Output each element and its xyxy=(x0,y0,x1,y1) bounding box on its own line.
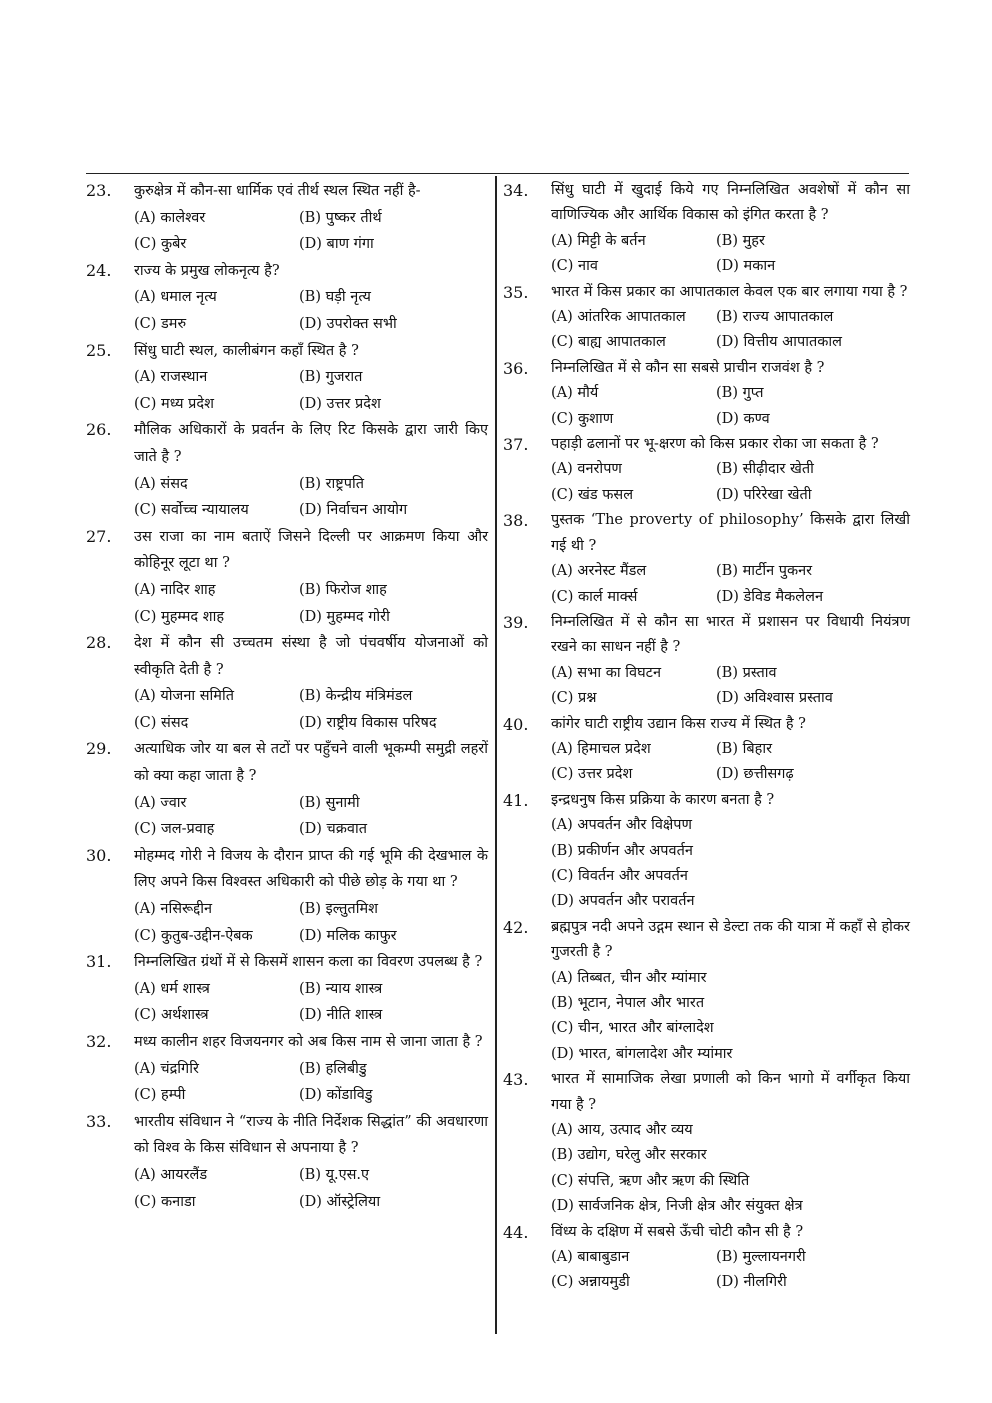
question-number: 41. xyxy=(503,790,529,810)
question-text: निम्नलिखित में से कौन सा सबसे प्राचीन राजवंश है ? xyxy=(551,359,825,376)
question-number: 23. xyxy=(86,181,112,200)
question-item xyxy=(86,258,488,338)
question-number: 36. xyxy=(503,358,529,378)
answer-option: (D) उपरोक्त सभी xyxy=(299,315,397,332)
answer-option: (A) धमाल नृत्य xyxy=(134,289,217,306)
answer-option: (D) डेविड मैकलेलन xyxy=(716,588,824,605)
answer-option: (D) छत्तीसगढ़ xyxy=(716,766,794,783)
answer-options xyxy=(551,813,910,915)
question-number: 39. xyxy=(503,612,529,632)
question-number: 24. xyxy=(86,260,112,280)
answer-option: (A) अरनेस्ट मैंडल xyxy=(551,563,647,580)
answer-option: (C) सर्वोच्च न्यायालय xyxy=(134,502,249,519)
question-text: मोहम्मद गोरी ने विजय के दौरान प्राप्त की गई भूमि की देखभाल के लिए अपने किस विश्वस्त अधिकारी को पीछे छोड़ के गया था ? xyxy=(134,847,488,891)
answer-option: (D) सार्वजनिक क्षेत्र, निजी क्षेत्र और संयुक्त क्षेत्र xyxy=(551,1198,803,1215)
question-number: 27. xyxy=(86,526,112,546)
answer-option: (D) नीलगिरी xyxy=(716,1274,787,1291)
answer-option: (D) वित्तीय आपातकाल xyxy=(716,334,842,351)
answer-option: (C) मुहम्मद शाह xyxy=(134,608,225,625)
answer-option: (B) न्याय शास्त्र xyxy=(299,980,383,997)
answer-option: (A) मौर्य xyxy=(551,385,599,402)
column-divider xyxy=(495,176,497,1334)
answer-option: (D) मकान xyxy=(716,258,776,275)
question-number: 44. xyxy=(503,1222,529,1242)
answer-option: (D) अविश्वास प्रस्ताव xyxy=(716,690,833,707)
answer-option: (B) घड़ी नृत्य xyxy=(299,289,371,306)
question-item xyxy=(503,432,910,508)
answer-option: (B) बिहार xyxy=(716,740,772,757)
answer-option: (A) हिमाचल प्रदेश xyxy=(551,740,651,757)
question-item xyxy=(503,178,910,280)
question-item xyxy=(503,915,910,1067)
answer-options xyxy=(551,1118,910,1220)
answer-options xyxy=(551,737,910,788)
answer-option: (C) कनाडा xyxy=(134,1193,196,1210)
answer-options xyxy=(551,381,910,432)
question-item xyxy=(503,1220,910,1296)
question-item xyxy=(503,712,910,788)
answer-option: (B) गुजरात xyxy=(299,369,363,386)
right-question-column xyxy=(503,178,910,1296)
answer-option: (C) मध्य प्रदेश xyxy=(134,395,214,412)
answer-option: (B) फिरोज शाह xyxy=(299,581,387,598)
question-item xyxy=(503,508,910,610)
answer-option: (B) यू.एस.ए xyxy=(299,1166,370,1183)
question-item xyxy=(503,788,910,915)
answer-option: (B) पुष्कर तीर्थ xyxy=(299,209,382,226)
question-number: 38. xyxy=(503,511,529,531)
answer-option: (B) सीढ़ीदार खेती xyxy=(716,461,814,478)
answer-option: (C) खंड फसल xyxy=(551,486,634,503)
left-question-column xyxy=(86,178,488,1215)
answer-option: (A) ज्वार xyxy=(134,794,187,811)
answer-option: (A) राजस्थान xyxy=(134,369,208,386)
answer-option: (B) मार्टीन पुकनर xyxy=(716,563,813,580)
answer-option: (C) कुबेर xyxy=(134,236,187,253)
answer-option: (D) उत्तर प्रदेश xyxy=(299,395,381,412)
answer-option: (C) उत्तर प्रदेश xyxy=(551,766,633,783)
answer-option: (B) मुहर xyxy=(716,232,765,249)
answer-options xyxy=(134,683,488,736)
question-text: कांगेर घाटी राष्ट्रीय उद्यान किस राज्य में स्थित है ? xyxy=(551,715,806,732)
answer-option: (C) नाव xyxy=(551,258,598,275)
answer-option: (D) कण्व xyxy=(716,410,770,427)
answer-option: (C) चीन, भारत और बांग्लादेश xyxy=(551,1020,714,1037)
top-horizontal-rule xyxy=(86,173,909,174)
answer-option: (D) कोंडाविडु xyxy=(299,1087,373,1104)
answer-option: (B) प्रकीर्णन और अपवर्तन xyxy=(551,842,693,859)
question-text: भारत में सामाजिक लेखा प्रणाली को किन भागो में वर्गीकृत किया गया है ? xyxy=(551,1071,910,1113)
question-item xyxy=(86,1109,488,1215)
answer-option: (B) प्रस्ताव xyxy=(716,664,777,681)
answer-option: (B) हलिबीडु xyxy=(299,1060,367,1077)
question-item xyxy=(86,843,488,949)
question-text: सिंधु घाटी में खुदाई किये गए निम्नलिखित अवशेषों में कौन सा वाणिज्यिक और आर्थिक विकास को इंगित करता है ? xyxy=(551,182,910,224)
answer-option: (D) अपवर्तन और परावर्तन xyxy=(551,893,695,910)
answer-option: (D) मलिक काफुर xyxy=(299,927,397,944)
answer-option: (A) नादिर शाह xyxy=(134,581,216,598)
answer-option: (D) चक्रवात xyxy=(299,821,367,838)
answer-option: (A) नसिरूद्दीन xyxy=(134,901,213,918)
question-text: सिंधु घाटी स्थल, कालीबंगन कहाँ स्थित है ? xyxy=(134,342,359,359)
question-item xyxy=(503,356,910,432)
answer-options xyxy=(134,896,488,949)
answer-options xyxy=(134,976,488,1029)
question-text: मौलिक अधिकारों के प्रवर्तन के लिए रिट किसके द्वारा जारी किए जाते है ? xyxy=(134,422,488,465)
answer-option: (A) आयरलैंड xyxy=(134,1166,208,1183)
answer-option: (A) वनरोपण xyxy=(551,461,622,478)
answer-options xyxy=(551,229,910,280)
answer-option: (C) संसद xyxy=(134,714,189,731)
answer-option: (A) आय, उत्पाद और व्यय xyxy=(551,1122,693,1139)
answer-option: (B) गुप्त xyxy=(716,385,764,402)
answer-option: (C) अन्नायमुडी xyxy=(551,1274,630,1291)
answer-option: (B) राज्य आपातकाल xyxy=(716,309,834,326)
answer-option: (A) मिट्टी के बर्तन xyxy=(551,232,646,249)
question-text: अत्याधिक जोर या बल से तटों पर पहुँचने वाली भूकम्पी समुद्री लहरों को क्या कहा जाता है ? xyxy=(134,741,488,785)
question-number: 30. xyxy=(86,845,112,865)
answer-options xyxy=(134,284,488,337)
question-number: 33. xyxy=(86,1111,112,1131)
answer-options xyxy=(134,790,488,843)
question-text: निम्नलिखित में से कौन सा भारत में प्रशासन पर विधायी नियंत्रण रखने का साधन नहीं है ? xyxy=(551,613,910,656)
answer-option: (B) सुनामी xyxy=(299,794,360,811)
question-text: उस राजा का नाम बताऐं जिसने दिल्ली पर आक्रमण किया और कोहिनूर लूटा था ? xyxy=(134,528,488,572)
answer-options xyxy=(134,471,488,524)
question-text: निम्नलिखित ग्रंथों में से किसमें शासन कला का विवरण उपलब्ध है ? xyxy=(134,954,483,971)
answer-option: (A) योजना समिति xyxy=(134,688,234,705)
answer-option: (C) प्रश्न xyxy=(551,690,597,707)
question-item xyxy=(86,630,488,736)
question-text: राज्य के प्रमुख लोकनृत्य है? xyxy=(134,262,280,279)
answer-option: (C) संपत्ति, ऋण और ऋण की स्थिति xyxy=(551,1172,750,1189)
question-number: 43. xyxy=(503,1070,529,1090)
question-text: ब्रह्मपुत्र नदी अपने उद्गम स्थान से डेल्टा तक की यात्रा में कहाँ से होकर गुजरती है ? xyxy=(551,918,910,961)
question-number: 37. xyxy=(503,435,529,455)
answer-option: (B) राष्ट्रपति xyxy=(299,475,364,492)
answer-option: (D) राष्ट्रीय विकास परिषद xyxy=(299,714,437,731)
answer-option: (C) कार्ल मार्क्स xyxy=(551,588,638,605)
question-number: 34. xyxy=(503,181,529,200)
answer-options xyxy=(551,559,910,610)
answer-option: (D) बाण गंगा xyxy=(299,236,374,253)
question-text: भारत में किस प्रकार का आपातकाल केवल एक बार लगाया गया है ? xyxy=(551,283,908,300)
answer-option: (D) ऑस्ट्रेलिया xyxy=(299,1193,381,1210)
question-number: 26. xyxy=(86,420,112,440)
question-number: 32. xyxy=(86,1032,112,1051)
question-item xyxy=(86,949,488,1029)
answer-option: (D) मुहम्मद गोरी xyxy=(299,608,390,625)
answer-option: (C) कुशाण xyxy=(551,410,614,427)
question-item xyxy=(86,524,488,630)
answer-option: (C) अर्थशास्त्र xyxy=(134,1007,209,1024)
answer-options xyxy=(551,966,910,1068)
answer-option: (C) विवर्तन और अपवर्तन xyxy=(551,867,688,884)
question-text: कुरुक्षेत्र में कौन-सा धार्मिक एवं तीर्थ स्थल स्थित नहीं है- xyxy=(134,183,421,199)
answer-option: (B) केन्द्रीय मंत्रिमंडल xyxy=(299,688,413,705)
answer-options xyxy=(551,457,910,508)
question-item xyxy=(503,1067,910,1219)
question-number: 25. xyxy=(86,340,112,360)
answer-option: (C) डमरु xyxy=(134,315,187,332)
answer-options xyxy=(134,205,488,258)
question-number: 29. xyxy=(86,739,112,759)
question-text: देश में कौन सी उच्चतम संस्था है जो पंचवर्षीय योजनाओं को स्वीकृति देती है ? xyxy=(134,635,488,678)
question-item xyxy=(86,736,488,842)
answer-options xyxy=(134,577,488,630)
answer-options xyxy=(134,364,488,417)
answer-option: (A) अपवर्तन और विक्षेपण xyxy=(551,817,692,834)
answer-option: (A) सभा का विघटन xyxy=(551,664,661,681)
question-item xyxy=(86,338,488,418)
answer-option: (D) भारत, बांगलादेश और म्यांमार xyxy=(551,1045,733,1062)
answer-options xyxy=(551,661,910,712)
question-text: विंध्य के दक्षिण में सबसे ऊँची चोटी कौन सी है ? xyxy=(551,1223,804,1240)
answer-option: (D) नीति शास्त्र xyxy=(299,1007,383,1024)
question-text: पहाड़ी ढलानों पर भू-क्षरण को किस प्रकार रोका जा सकता है ? xyxy=(551,436,879,453)
answer-options xyxy=(551,1245,910,1296)
answer-option: (B) मुल्लायनगरी xyxy=(716,1249,806,1266)
answer-options xyxy=(134,1162,488,1215)
question-number: 28. xyxy=(86,633,112,653)
question-text: मध्य कालीन शहर विजयनगर को अब किस नाम से जाना जाता है ? xyxy=(134,1034,483,1050)
answer-option: (A) आंतरिक आपातकाल xyxy=(551,309,686,326)
answer-option: (A) तिब्बत, चीन और म्यांमार xyxy=(551,969,707,986)
answer-option: (A) कालेश्वर xyxy=(134,209,206,226)
answer-options xyxy=(134,1056,488,1109)
question-number: 40. xyxy=(503,714,529,734)
answer-option: (A) संसद xyxy=(134,475,188,492)
answer-option: (B) इल्तुतमिश xyxy=(299,901,378,918)
question-item xyxy=(86,178,488,258)
question-item xyxy=(86,417,488,523)
answer-option: (B) उद्योग, घरेलु और सरकार xyxy=(551,1147,707,1164)
answer-options xyxy=(551,305,910,356)
question-number: 42. xyxy=(503,917,529,937)
answer-option: (C) हम्पी xyxy=(134,1087,186,1104)
question-item xyxy=(503,610,910,712)
answer-option: (D) निर्वाचन आयोग xyxy=(299,502,408,519)
answer-option: (A) चंद्रगिरि xyxy=(134,1060,199,1077)
question-number: 35. xyxy=(503,282,529,302)
question-text: पुस्तक ‘The proverty of philosophy’ किसके द्वारा लिखी गई थी ? xyxy=(551,512,910,554)
answer-option: (C) जल-प्रवाह xyxy=(134,821,215,838)
answer-option: (C) कुतुब-उद्दीन-ऐबक xyxy=(134,927,253,944)
question-item xyxy=(86,1029,488,1109)
answer-option: (D) परिरेखा खेती xyxy=(716,486,812,503)
answer-option: (A) बाबाबुडान xyxy=(551,1249,630,1266)
question-text: भारतीय संविधान ने “राज्य के नीति निर्देशक सिद्धांत” की अवधारणा को विश्व के किस संविधान से अपनाया है ? xyxy=(134,1113,488,1157)
question-item xyxy=(503,280,910,356)
question-text: इन्द्रधनुष किस प्रक्रिया के कारण बनता है ? xyxy=(551,791,775,808)
answer-option: (C) बाह्य आपातकाल xyxy=(551,334,666,351)
question-number: 31. xyxy=(86,952,112,972)
answer-option: (B) भूटान, नेपाल और भारत xyxy=(551,995,705,1011)
answer-option: (A) धर्म शास्त्र xyxy=(134,980,210,997)
